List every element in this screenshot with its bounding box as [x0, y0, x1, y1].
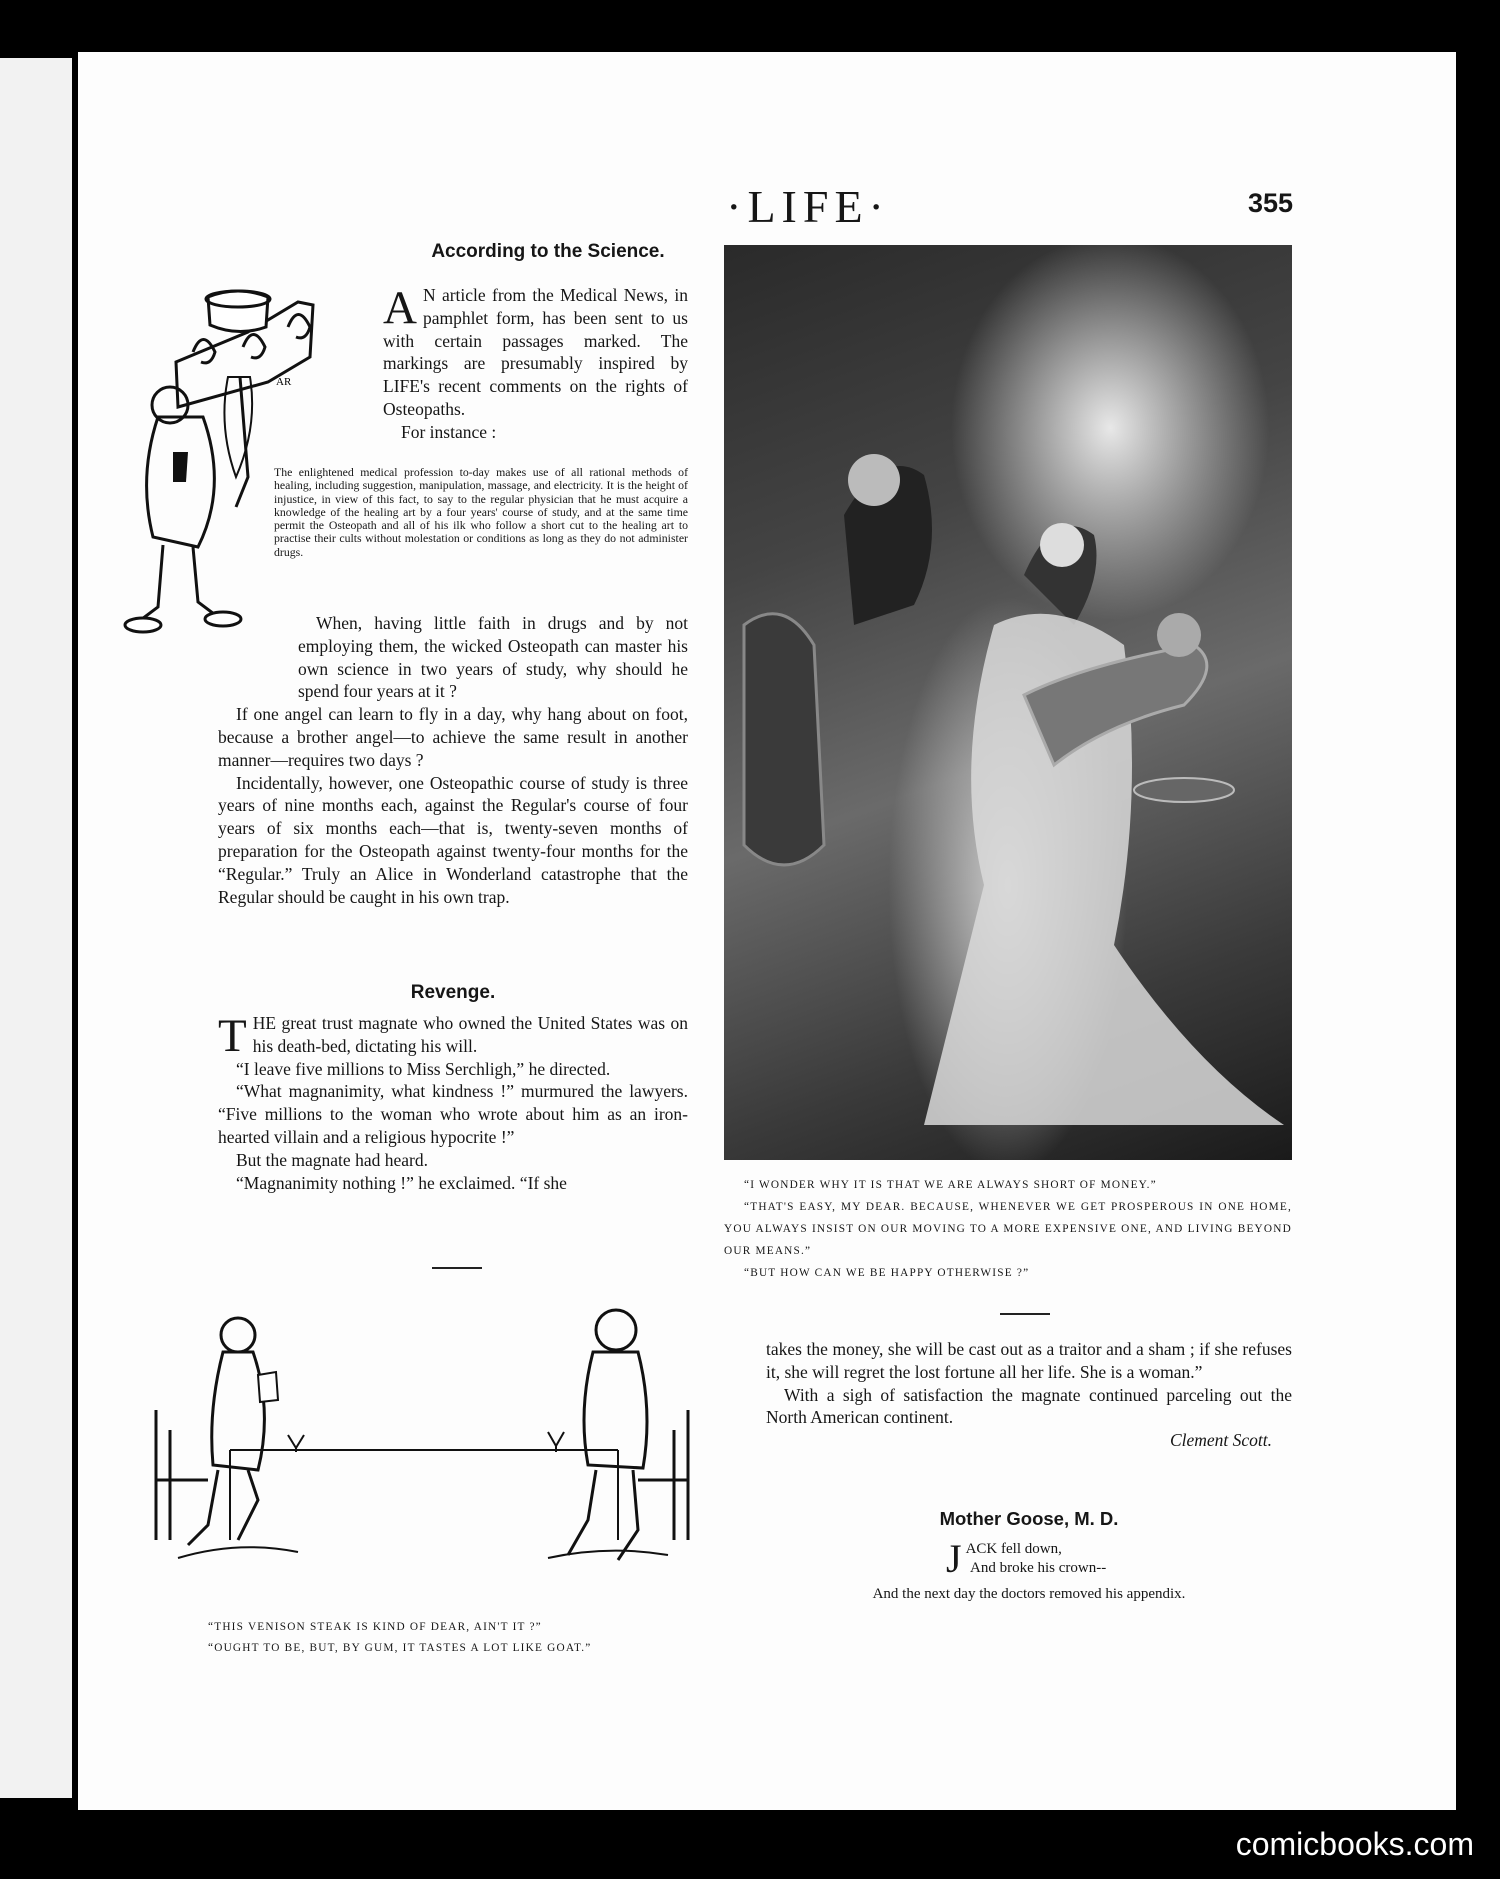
paragraph: If one angel can learn to fly in a day, why hang about on foot, because a brother angel—to achieve the same result in another manner—requires two days ?: [218, 704, 688, 770]
paragraph: “Magnanimity nothing !” he exclaimed. “If she: [236, 1172, 567, 1193]
author-signature: Clement Scott.: [1169, 1430, 1272, 1451]
poem-heading: Mother Goose, M. D.: [939, 1508, 1119, 1529]
article-science-intro: [383, 284, 688, 444]
svg-text:AR: AR: [276, 376, 292, 388]
paragraph: Incidentally, however, one Osteopathic course of study is three years of nine months each, against the Regular's course of four years of six months each—that is, twenty-seven months of preparation for the Osteopath against twenty-four months for the “Regular.” Truly an Alice in Wonderland catastrophe that the Regular should be caught in his own trap.: [218, 772, 688, 907]
paragraph: N article from the Medical News, in pamphlet form, has been sent to us with certain passages marked. The markings are presumably inspired by LIFE's recent comments on the rights of Osteopaths.: [383, 285, 688, 419]
divider-rule: [1000, 1313, 1050, 1315]
poem-body: [946, 1536, 1246, 1581]
cartoon-caption: [208, 1617, 728, 1659]
dropcap-t: T: [218, 1010, 247, 1062]
caption-line: “I WONDER WHY IT IS THAT WE ARE ALWAYS SHORT OF MONEY.”: [744, 1179, 1157, 1191]
article-science-body: [218, 612, 688, 908]
poem-line: ACK fell down,: [965, 1541, 1062, 1557]
article-heading-science: According to the Science.: [431, 241, 665, 262]
paragraph: takes the money, she will be cast out as a traitor and a sham ; if she refuses it, she will regret the lost fortune all her life. She is a woman.”: [766, 1339, 1292, 1382]
divider-rule: [432, 1267, 482, 1269]
facing-page-edge: [0, 58, 72, 1798]
caption-line: “OUGHT TO BE, BUT, BY GUM, IT TASTES A LOT LIKE GOAT.”: [208, 1642, 592, 1654]
dining-cartoon-drawing: [148, 1290, 708, 1600]
magazine-title: ·LIFE·: [726, 181, 890, 232]
watermark: comicbooks.com: [1235, 1826, 1474, 1862]
paragraph: When, having little faith in drugs and by not employing them, the wicked Osteopath can master his own science in two years of study, why should he spend four years at it ?: [298, 613, 688, 702]
illustration-couple-in-parlor: [724, 245, 1292, 1160]
dropcap-j: J: [946, 1536, 962, 1581]
article-revenge-body: [218, 1012, 688, 1194]
illustration-caption: [724, 1174, 1292, 1284]
dropcap-a: A: [383, 282, 417, 334]
article-heading-revenge: Revenge.: [410, 982, 496, 1003]
poem-line: And the next day the doctors removed his appendix.: [872, 1586, 1186, 1602]
quoted-passage: The enlightened medical profession to-day makes use of all rational methods of healing, including suggestion, manipulation, massage, and electricity. It is the height of injustice, in view of this fact, to say to the regular physician that he must acquire a knowledge of the healing art by a four years' course of study, and at the same time permit the Osteopath and all of his ilk who follow a short cut to the healing art to practise their cults without molestation or conditions as long as they do not administer drugs.: [274, 465, 688, 559]
article-revenge-continued: [766, 1338, 1292, 1452]
paragraph: But the magnate had heard.: [236, 1149, 428, 1170]
paragraph: “I leave five millions to Miss Serchligh,” he directed.: [236, 1058, 611, 1079]
paragraph: With a sigh of satisfaction the magnate continued parceling out the North American continent.: [766, 1384, 1292, 1428]
magazine-page: [78, 52, 1456, 1810]
poem-line: And broke his crown--: [970, 1560, 1107, 1576]
caption-line: “BUT HOW CAN WE BE HAPPY OTHERWISE ?”: [744, 1267, 1030, 1279]
caption-line: “THIS VENISON STEAK IS KIND OF DEAR, AIN'T IT ?”: [208, 1621, 542, 1633]
page-number: 355: [1248, 188, 1294, 218]
caption-line: “THAT'S EASY, MY DEAR. BECAUSE, WHENEVER WE GET PROSPEROUS IN ONE HOME, YOU ALWAYS INSIST ON OUR MOVING TO A MORE EXPENSIVE ONE, AND LIVING BEYOND OUR MEANS.”: [724, 1201, 1292, 1257]
paragraph: For instance :: [401, 421, 497, 442]
paragraph: “What magnanimity, what kindness !” murmured the lawyers. “Five millions to the woman who wrote about him as an iron-hearted villain and a religious hypocrite !”: [218, 1081, 688, 1147]
paragraph: HE great trust magnate who owned the United States was on his death-bed, dictating his will.: [252, 1013, 688, 1056]
